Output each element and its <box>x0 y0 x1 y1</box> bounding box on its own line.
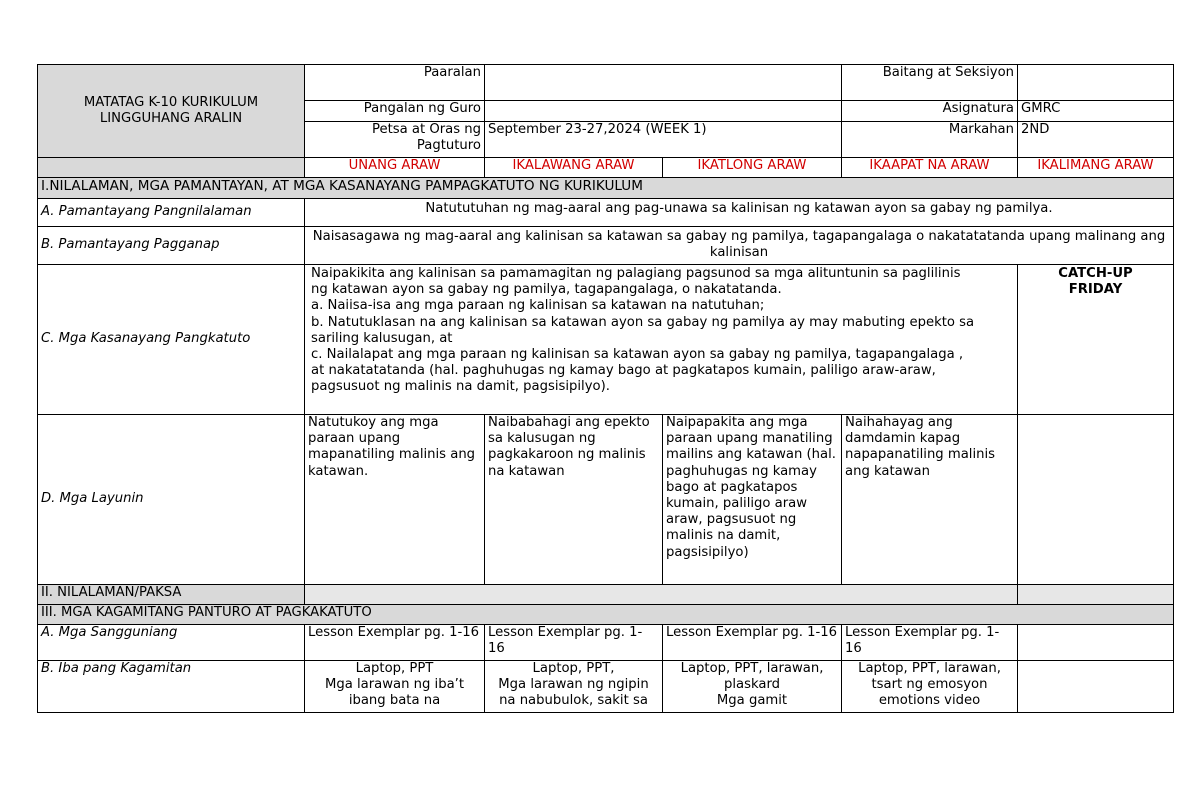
lesson-plan-table <box>37 64 1174 713</box>
row-label-iba-pang-kagamitan: B. Iba pang Kagamitan <box>38 661 305 713</box>
kagamitan-line: Laptop, PPT, larawan, <box>680 661 824 676</box>
kasanayan-line: Naipakikita ang kalinisan sa pamamagitan ng palagiang pagsunod sa mga alituntunin sa paglilinis <box>311 266 961 281</box>
sanggunian-day-5 <box>1018 625 1174 661</box>
kagamitan-day-3 <box>663 661 842 713</box>
kasanayang-pangkatuto-text <box>305 265 1018 415</box>
kasanayan-line: a. Naiisa-isa ang mga paraan ng kalinisan sa katawan na natutuhan; <box>311 298 765 314</box>
section-2-title: II. NILALAMAN/PAKSA <box>38 585 305 605</box>
layunin-day-3: Naipapakita ang mga paraan upang manatiling mailins ang katawan (hal. paghuhugas ng kamay bago at pagkatapos kumain, paliligo araw araw, pagsusuot ng malinis na damit, pagsisipilyo) <box>663 415 842 585</box>
pamantayang-pagganap-text: Naisasagawa ng mag-aaral ang kalinisan sa katawan sa gabay ng pamilya, tagapangalaga o nakatatatanda upang malinang ang kalinisan <box>305 227 1174 265</box>
kagamitan-line: emotions video <box>878 693 981 709</box>
curriculum-title <box>38 65 305 158</box>
kagamitan-day-2 <box>485 661 663 713</box>
section-1-title: I.NILALAMAN, MGA PAMANTAYAN, AT MGA KASANAYANG PAMPAGKATUTO NG KURIKULUM <box>38 178 1174 199</box>
asignatura-label: Asignatura <box>842 101 1018 122</box>
sanggunian-day-4: Lesson Exemplar pg. 1-16 <box>842 625 1018 661</box>
sanggunian-day-2: Lesson Exemplar pg. 1-16 <box>485 625 663 661</box>
paaralan-label: Paaralan <box>305 65 485 101</box>
layunin-day-2: Naibabahagi ang epekto sa kalusugan ng pagkakaroon ng malinis na katawan <box>485 415 663 585</box>
sanggunian-day-1: Lesson Exemplar pg. 1-16 <box>305 625 485 661</box>
paaralan-field[interactable] <box>485 65 842 101</box>
layunin-day-5 <box>1018 415 1174 585</box>
section-3-title: III. MGA KAGAMITANG PANTURO AT PAGKAKATUTO <box>38 605 1174 625</box>
row-label-kasanayang-pangkatuto: C. Mga Kasanayang Pangkatuto <box>38 265 305 415</box>
day-header-5: IKALIMANG ARAW <box>1018 158 1174 178</box>
baitang-label: Baitang at Seksiyon <box>842 65 1018 101</box>
kasanayan-line: b. Natutuklasan na ang kalinisan sa katawan ayon sa gabay ng pamilya ay may mabuting epekto sa <box>311 314 975 330</box>
kagamitan-line: ibang bata na <box>348 693 441 709</box>
nilalaman-paksa-field <box>305 585 1018 605</box>
kagamitan-line: Mga larawan ng ngipin <box>498 677 649 693</box>
petsa-label: Petsa at Oras ng Pagtuturo <box>305 122 485 158</box>
asignatura-field[interactable]: GMRC <box>1018 101 1174 122</box>
kagamitan-line: Laptop, PPT, larawan, <box>858 661 1001 676</box>
kasanayan-line: pagsusuot ng malinis na damit, pagsisipilyo). <box>311 379 610 395</box>
day-header-3: IKATLONG ARAW <box>663 158 842 178</box>
row-label-sangguniang: A. Mga Sangguniang <box>38 625 305 661</box>
kagamitan-line: Mga gamit <box>716 693 788 709</box>
guro-field[interactable] <box>485 101 842 122</box>
kagamitan-day-1 <box>305 661 485 713</box>
kagamitan-day-4 <box>842 661 1018 713</box>
row-label-pamantayang-pagganap: B. Pamantayang Pagganap <box>38 227 305 265</box>
title-line-2: LINGGUHANG ARALIN <box>99 111 243 126</box>
nilalaman-paksa-day-5 <box>1018 585 1174 605</box>
sanggunian-day-3: Lesson Exemplar pg. 1-16 <box>663 625 842 661</box>
catch-up-friday: CATCH-UP FRIDAY <box>1018 265 1174 415</box>
row-label-layunin: D. Mga Layunin <box>38 415 305 585</box>
kagamitan-line: Mga larawan ng iba’t <box>324 677 465 693</box>
day-header-1: UNANG ARAW <box>305 158 485 178</box>
kagamitan-line: Laptop, PPT <box>355 661 434 676</box>
petsa-field[interactable]: September 23-27,2024 (WEEK 1) <box>485 122 842 158</box>
kasanayan-line: c. Nailalapat ang mga paraan ng kalinisan sa katawan ayon sa gabay ng pamilya, tagapangalaga , <box>311 347 964 363</box>
kasanayan-line: ng katawan ayon sa gabay ng pamilya, tagapangalaga, o nakatatanda. <box>311 282 782 298</box>
day-header-4: IKAAPAT NA ARAW <box>842 158 1018 178</box>
kasanayan-line: sariling kalusugan, at <box>311 330 453 346</box>
day-header-blank <box>38 158 305 178</box>
layunin-day-1: Natutukoy ang mga paraan upang mapanatiling malinis ang katawan. <box>305 415 485 585</box>
kagamitan-day-5 <box>1018 661 1174 713</box>
baitang-field[interactable] <box>1018 65 1174 101</box>
day-header-2: IKALAWANG ARAW <box>485 158 663 178</box>
pamantayang-pangnilalaman-text: Natututuhan ng mag-aaral ang pag-unawa sa kalinisan ng katawan ayon sa gabay ng pamilya. <box>305 199 1174 227</box>
markahan-label: Markahan <box>842 122 1018 158</box>
row-label-pamantayang-pangnilalaman: A. Pamantayang Pangnilalaman <box>38 199 305 227</box>
kagamitan-line: tsart ng emosyon <box>871 677 988 693</box>
guro-label: Pangalan ng Guro <box>305 101 485 122</box>
kasanayan-line: at nakatatatanda (hal. paghuhugas ng kamay bago at pagkatapos kumain, paliligo araw-araw, <box>311 363 936 379</box>
layunin-day-4: Naihahayag ang damdamin kapag napapanatiling malinis ang katawan <box>842 415 1018 585</box>
kagamitan-line: plaskard <box>723 677 781 693</box>
title-line-1: MATATAG K-10 KURIKULUM <box>83 94 259 110</box>
kagamitan-line: Laptop, PPT, <box>532 661 615 676</box>
kagamitan-line: na nabubulok, sakit sa <box>499 693 648 709</box>
markahan-field[interactable]: 2ND <box>1018 122 1174 158</box>
